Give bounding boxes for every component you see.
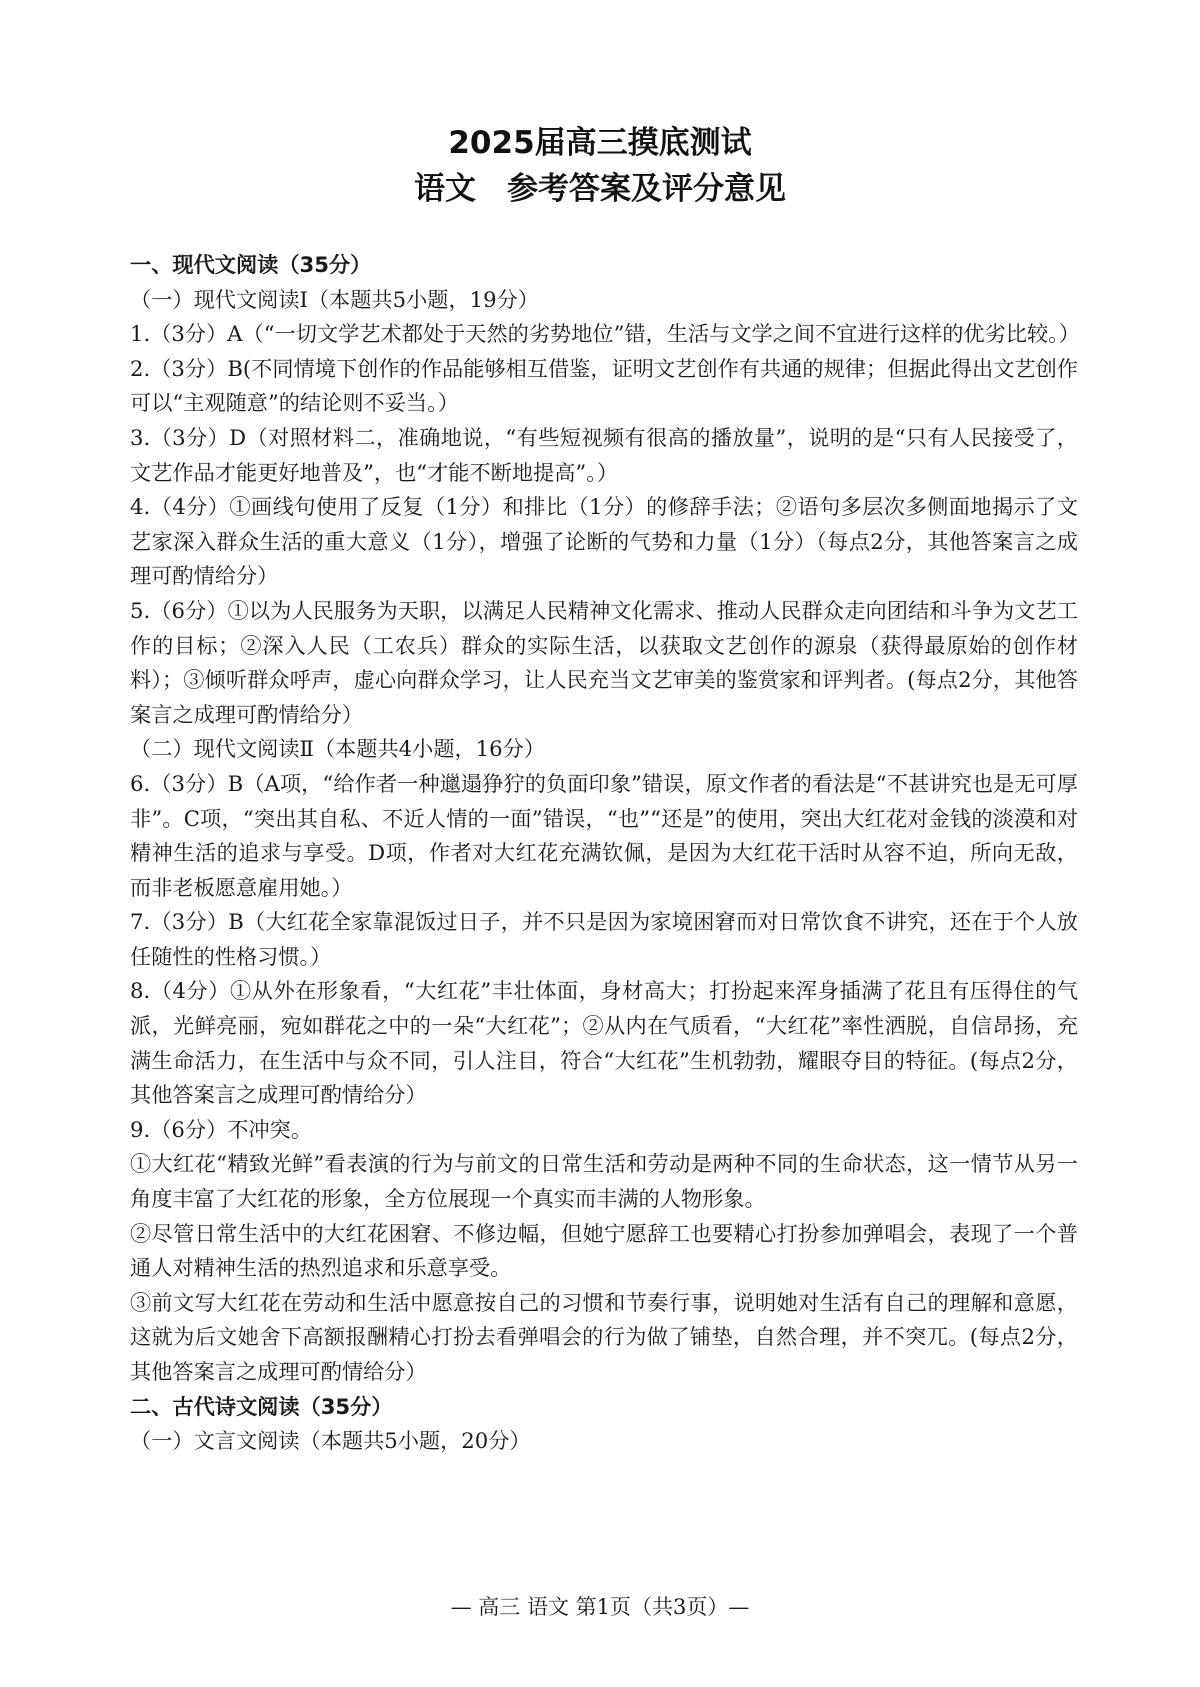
subsection-modern-reading-1: （一）现代文阅读Ⅰ（本题共5小题，19分）: [130, 286, 539, 312]
answer-content: [130, 248, 1078, 1459]
answer-5: 5.（6分）①以为人民服务为天职，以满足人民精神文化需求、推动人民群众走向团结和斗争为文艺工作的目标；②深入人民（工农兵）群众的实际生活，以获取文艺创作的源泉（获得最原始的创作材料）；③倾听群众呼声，虚心向群众学习，让人民充当文艺审美的鉴赏家和评判者。(每点2分，其他答案言之成理可酌情给分）: [130, 597, 1078, 727]
exam-subtitle: 语文 参考答案及评分意见: [414, 171, 786, 207]
section-heading-ancient-reading: 二、古代诗文阅读（35分）: [130, 1393, 393, 1419]
exam-title: 2025届高三摸底测试: [448, 125, 752, 161]
title-block: [0, 120, 1200, 212]
page-footer: — 高三 语文 第1页（共3页）—: [450, 1595, 750, 1619]
answer-6: 6.（3分）B（A项，“给作者一种邋遢狰狞的负面印象”错误，原文作者的看法是“不甚讲究也是无可厚非”。C项，“突出其自私、不近人情的一面”错误，“也”“还是”的使用，突出大红花对金钱的淡漠和对精神生活的追求与享受。D项，作者对大红花充满钦佩，是因为大红花干活时从容不迫，所向无敌，而非老板愿意雇用她。）: [130, 770, 1078, 900]
answer-7: 7.（3分）B（大红花全家靠混饭过日子，并不只是因为家境困窘而对日常饮食不讲究，还在于个人放任随性的性格习惯。）: [130, 909, 1078, 969]
answer-9-point-2: ②尽管日常生活中的大红花困窘、不修边幅，但她宁愿辞工也要精心打扮参加弹唱会，表现了一个普通人对精神生活的热烈追求和乐意享受。: [130, 1220, 1078, 1281]
answer-9-point-1: ①大红花“精致光鲜”看表演的行为与前文的日常生活和劳动是两种不同的生命状态，这一情节从另一角度丰富了大红花的形象，全方位展现一个真实而丰满的人物形象。: [130, 1151, 1078, 1212]
subsection-classical-chinese: （一）文言文阅读（本题共5小题，20分）: [130, 1428, 531, 1454]
answer-3: 3.（3分）D（对照材料二，准确地说，“有些短视频有很高的播放量”，说明的是“只有人民接受了，文艺作品才能更好地普及”，也“才能不断地提高”。）: [130, 424, 1078, 485]
answer-2: 2.（3分）B(不同情境下创作的作品能够相互借鉴，证明文艺创作有共通的规律；但据此得出文艺创作可以“主观随意”的结论则不妥当。）: [130, 355, 1078, 416]
answer-9: 9.（6分）不冲突。: [130, 1116, 313, 1142]
answer-4: 4.（4分）①画线句使用了反复（1分）和排比（1分）的修辞手法；②语句多层次多侧面地揭示了文艺家深入群众生活的重大意义（1分），增强了论断的气势和力量（1分）（每点2分，其他答案言之成理可酌情给分）: [130, 494, 1078, 589]
answer-1: 1.（3分）A（“一切文学艺术都处于天然的劣势地位”错，生活与文学之间不宜进行这样的优劣比较。）: [130, 321, 1080, 347]
section-heading-modern-reading: 一、现代文阅读（35分）: [130, 252, 372, 277]
answer-8: 8.（4分）①从外在形象看，“大红花”丰壮体面，身材高大；打扮起来浑身插满了花且有压得住的气派，光鲜亮丽，宛如群花之中的一朵“大红花”；②从内在气质看，“大红花”率性洒脱，自信昂扬，充满生命活力，在生活中与众不同，引人注目，符合“大红花”生机勃勃，耀眼夺目的特征。(每点2分，其他答案言之成理可酌情给分）: [130, 978, 1078, 1108]
answer-9-point-3: ③前文写大红花在劳动和生活中愿意按自己的习惯和节奏行事，说明她对生活有自己的理解和意愿，这就为后文她舍下高额报酬精心打扮去看弹唱会的行为做了铺垫，自然合理，并不突兀。(每点2分，其他答案言之成理可酌情给分）: [130, 1289, 1078, 1384]
subsection-modern-reading-2: （二）现代文阅读Ⅱ（本题共4小题，16分）: [130, 736, 546, 762]
